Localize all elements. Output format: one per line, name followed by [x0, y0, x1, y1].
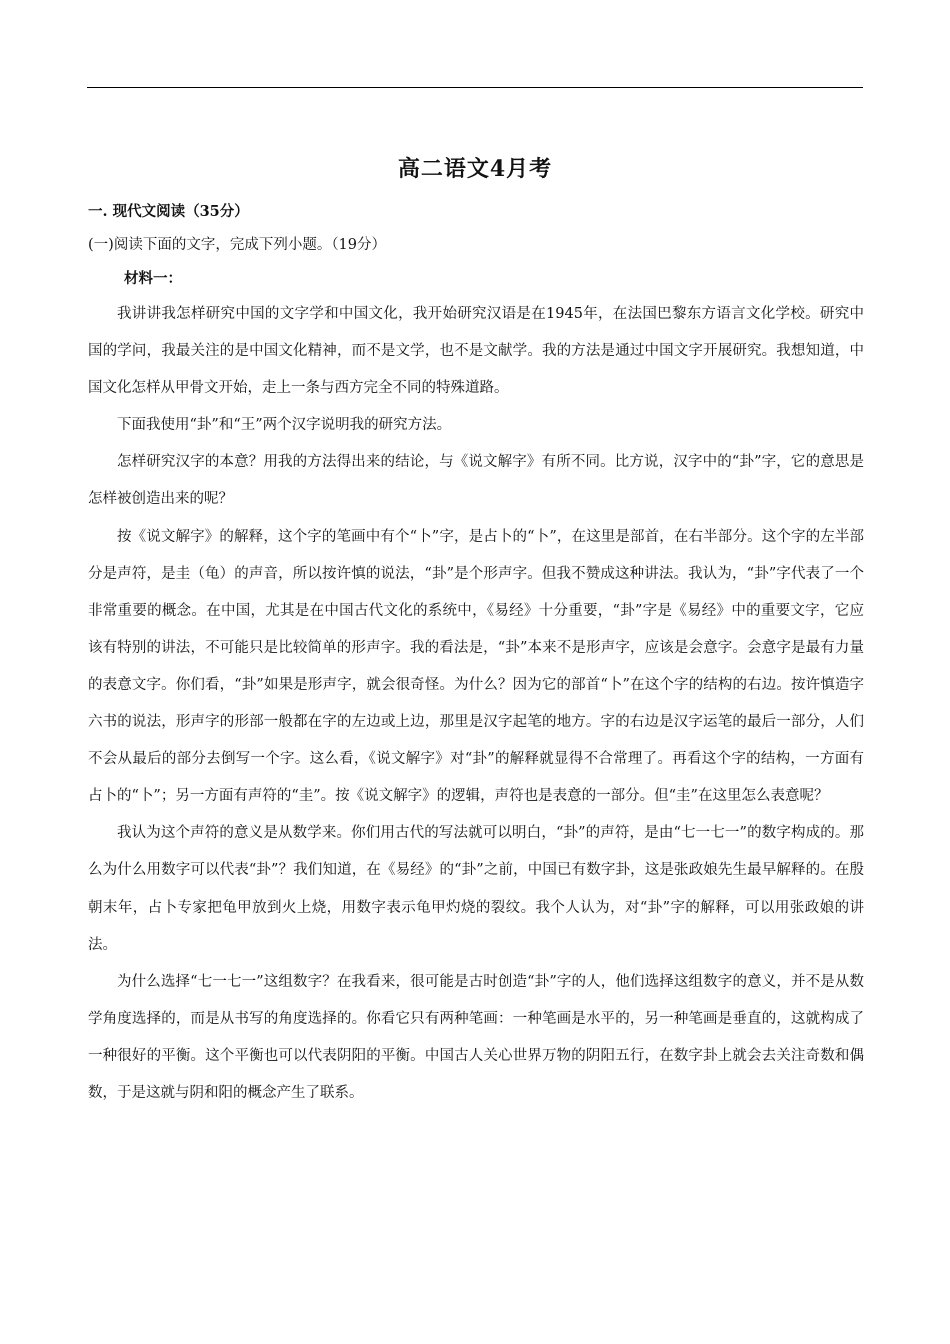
paragraph-5: 我认为这个声符的意义是从数学来。你们用古代的写法就可以明白，“卦”的声符，是由“七一七一”的数字构成的。那么为什么用数字可以代表“卦”？我们知道，在《易经》的“卦”之前，中国已有数字卦，这是张政娘先生最早解释的。在殷朝末年，占卜专家把龟甲放到火上烧，用数字表示龟甲灼烧的裂纹。我个人认为，对“卦”字的解释，可以用张政娘的讲法。 [88, 825, 864, 953]
page-title: 高二语文4月考 [397, 156, 553, 182]
paragraph-6: 为什么选择“七一七一”这组数字？在我看来，很可能是古时创造“卦”字的人，他们选择这组数字的意义，并不是从数学角度选择的，而是从书写的角度选择的。你看它只有两种笔画：一种笔画是水平的，另一种笔画是垂直的，这就构成了一种很好的平衡。这个平衡也可以代表阴阳的平衡。中国古人关心世界万物的阴阳五行，在数字卦上就会去关注奇数和偶数，于是这就与阴和阳的概念产生了联系。 [88, 973, 864, 1101]
material-label: 材料一： [124, 270, 182, 287]
paragraph-2: 下面我使用“卦”和“王”两个汉字说明我的研究方法。 [117, 417, 452, 434]
header-rule [87, 87, 863, 88]
section-heading: 一. 现代文阅读（35分） [88, 203, 249, 220]
paragraph-3: 怎样研究汉字的本意？用我的方法得出来的结论，与《说文解字》有所不同。比方说，汉字中的“卦”字，它的意思是怎样被创造出来的呢？ [88, 454, 864, 508]
paragraph-4: 按《说文解字》的解释，这个字的笔画中有个“卜”字，是占卜的“卜”，在这里是部首，在右半部分。这个字的左半部分是声符，是圭（龟）的声音，所以按许慎的说法，“卦”是个形声字。但我不赞成这种讲法。我认为，“卦”字代表了一个非常重要的概念。在中国，尤其是在中国古代文化的系统中，《易经》十分重要，“卦”字是《易经》中的重要文字，它应该有特别的讲法，不可能只是比较简单的形声字。我的看法是，“卦”本来不是形声字，应该是会意字。会意字是最有力量的表意文字。你们看，“卦”如果是形声字，就会很奇怪。为什么？因为它的部首“卜”在这个字的结构的右边。按许慎造字六书的说法，形声字的形部一般都在字的左边或上边，那里是汉字起笔的地方。字的右边是汉字运笔的最后一部分，人们不会从最后的部分去倒写一个字。这么看，《说文解字》对“卦”的解释就显得不合常理了。再看这个字的结构，一方面有占卜的“卜”；另一方面有声符的“圭”。按《说文解字》的逻辑，声符也是表意的一部分。但“圭”在这里怎么表意呢？ [88, 528, 864, 805]
paragraph-1: 我讲讲我怎样研究中国的文字学和中国文化，我开始研究汉语是在1945年，在法国巴黎东方语言文化学校。研究中国的学问，我最关注的是中国文化精神，而不是文学，也不是文献学。我的方法是通过中国文字开展研究。我想知道，中国文化怎样从甲骨文开始，走上一条与西方完全不同的特殊道路。 [88, 306, 864, 397]
subsection-heading: (一)阅读下面的文字，完成下列小题。（19分） [88, 237, 387, 253]
article-body [88, 296, 864, 1112]
